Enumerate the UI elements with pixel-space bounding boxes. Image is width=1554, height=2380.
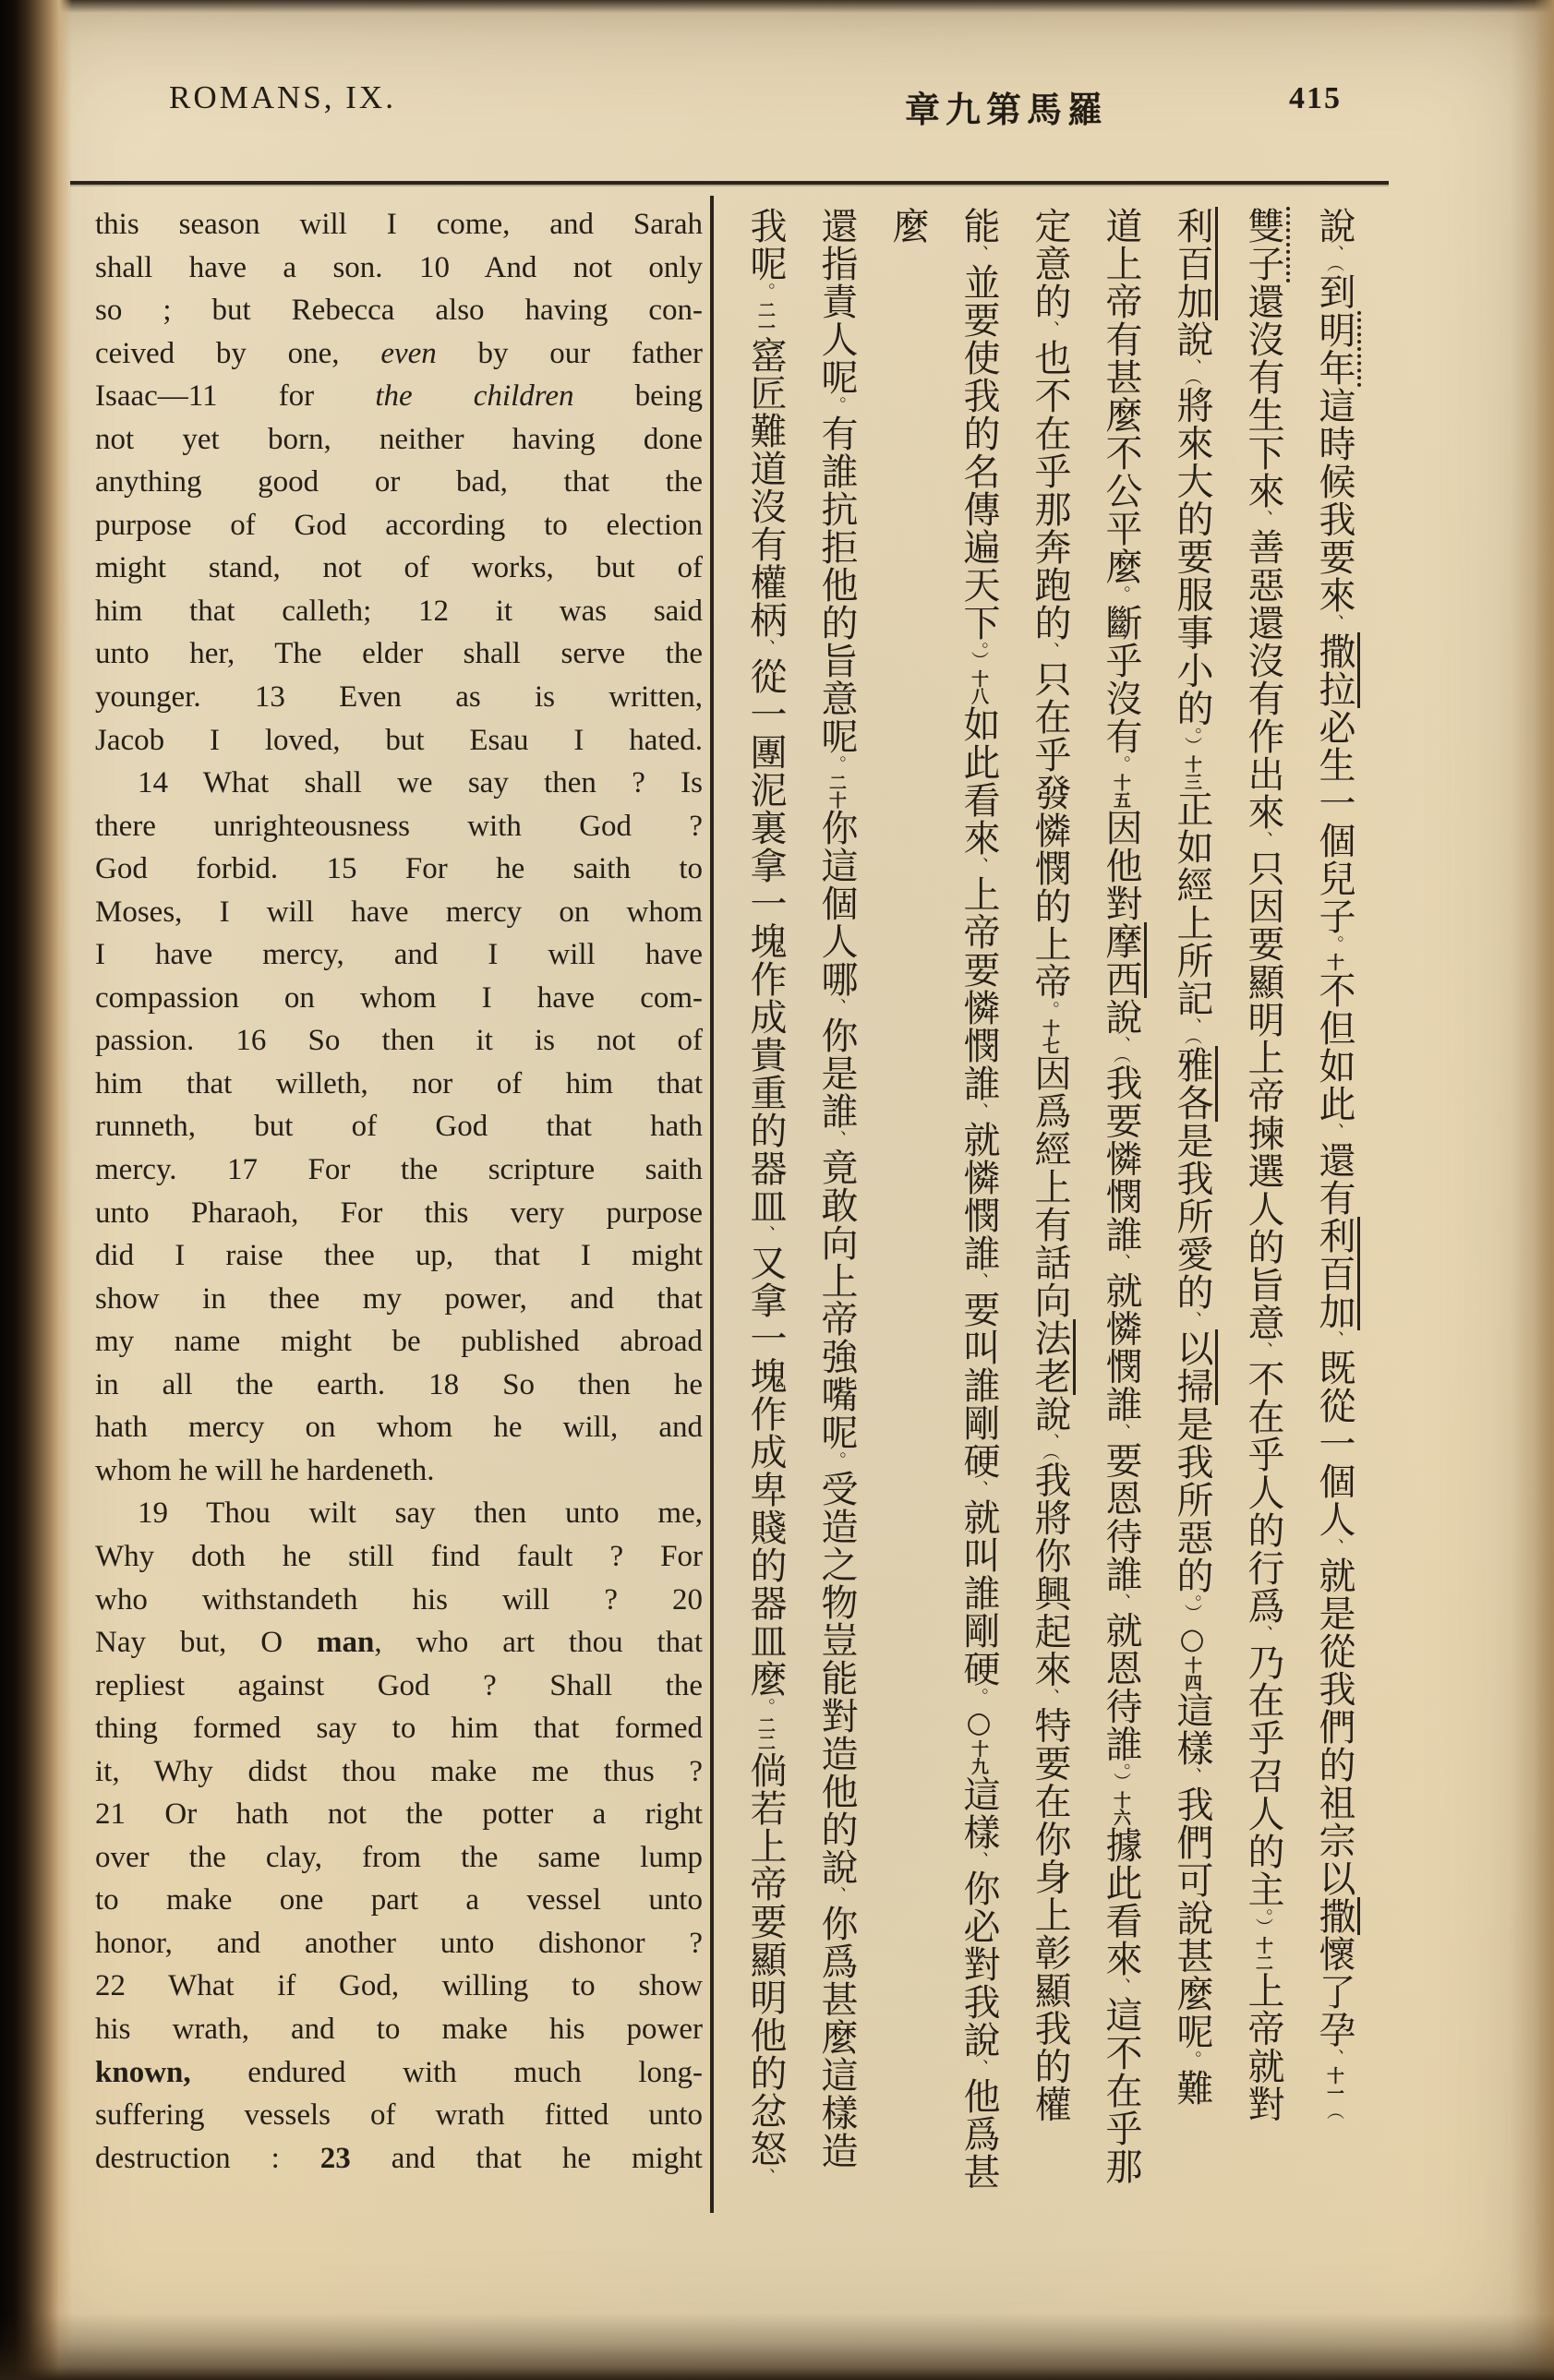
text-run: 能、並要使我的名傳遍天下。） [958, 207, 1000, 670]
text-line: whom he will he hardeneth. [95, 1453, 435, 1487]
page-number: 415 [1289, 81, 1342, 115]
text-run: 不但如此、還有 [1313, 970, 1355, 1217]
text-run: 如此看來、上帝要憐憫誰、就憐憫誰、要叫誰剛硬、就叫誰剛硬。○ [958, 704, 1000, 1740]
text-line: his wrath, and to make his power [95, 2012, 703, 2046]
text-line: 14 What shall we say then ? Is [138, 766, 703, 800]
text-run: 正如經上所記、（ [1171, 790, 1213, 1046]
text-line: Why doth he still find fault ? For [95, 1539, 703, 1573]
text-line: him that calleth; 12 it was said [95, 594, 703, 628]
vertical-text-column [801, 207, 872, 2212]
text-run: 是我所惡的。）○ [1171, 1404, 1213, 1656]
page-bottom-edge [0, 2314, 1554, 2380]
text-run: 窰匠難道沒有權柄、從一團泥裏拿一塊作成貴重的器皿、又拿一塊作成卑賤的器皿麼。 [744, 336, 787, 1716]
text-run: 這樣、你必對我說、他爲甚麼 [886, 207, 1000, 2191]
text-line: this season will I come, and Sarah [95, 208, 703, 241]
proper-name: 撒 [1313, 1897, 1360, 1935]
text-run: 明年 [1313, 311, 1361, 387]
text-line: compassion on whom I have com- [95, 980, 703, 1015]
text-line: who withstandeth his will ? 20 [95, 1582, 703, 1617]
vertical-text-column [723, 207, 729, 2212]
running-header-english: ROMANS, IX. [169, 79, 396, 115]
proper-name: 利百加 [1171, 207, 1218, 320]
text-run: 雙子 [1242, 207, 1290, 282]
text-line: thing formed say to him that formed [95, 1712, 703, 1746]
text-line: might stand, not of works, but of [95, 551, 703, 585]
text-run: 是我所愛的、 [1171, 1121, 1213, 1329]
text-line: passion. 16 So then it is not of [95, 1024, 703, 1058]
vertical-text-column [872, 207, 1014, 2212]
proper-name: 摩西 [1100, 922, 1147, 998]
text-run: 你這個人哪、你是誰、竟敢向上帝強嘴呢。受造之物豈能對造他的說、你爲甚麼這樣造 [815, 809, 858, 2170]
vertical-text-column [1156, 207, 1227, 2212]
vertical-text-column [729, 207, 801, 2212]
text-line: known, endured with much long- [95, 2055, 703, 2089]
text-line: destruction : 23 and that he might [95, 2141, 703, 2175]
text-run: 這樣、我們可說甚麼呢。難 [1171, 1691, 1213, 2107]
text-line: God forbid. 15 For he saith to [95, 852, 703, 886]
text-line: purpose of God according to election [95, 508, 703, 542]
text-line: Nay but, O man, who art thou that [95, 1626, 703, 1660]
text-line: my name might be published abroad [95, 1325, 703, 1359]
proper-name: 利百加 [1313, 1217, 1360, 1330]
vertical-text-column [1085, 207, 1156, 2212]
text-run: 這時候我要來、 [1313, 386, 1355, 632]
text-line: hath mercy on whom he will, and [95, 1411, 703, 1445]
text-line: younger. 13 Even as is written, [95, 680, 703, 715]
text-line: 21 Or hath not the potter a right [95, 1797, 703, 1832]
verse-number: 十四 [1182, 1656, 1202, 1691]
text-line: in all the earth. 18 So then he [95, 1367, 703, 1401]
text-run: （ [1324, 2101, 1344, 2121]
proper-name: 以掃 [1171, 1329, 1218, 1405]
text-line: runneth, but of God that hath [95, 1110, 703, 1144]
text-line: over the clay, from the same lump [95, 1840, 703, 1874]
text-line: repliest against God ? Shall the [95, 1668, 703, 1702]
text-run: 道上帝有甚麼不公平麼。斷乎沒有。 [1100, 207, 1142, 774]
text-line: honor, and another unto dishonor ? [95, 1926, 703, 1960]
text-run: 還指責人呢。有誰抗拒他的旨意呢。 [815, 207, 858, 774]
text-line: Jacob I loved, but Esau I hated. [95, 723, 703, 757]
book-spine [0, 0, 72, 2380]
text-line: Moses, I will have mercy on whom [95, 895, 703, 929]
text-line: 19 Thou wilt say then unto me, [138, 1497, 703, 1531]
verse-number: 十 [1324, 953, 1344, 971]
text-run: 因爲經上有話向 [1029, 1054, 1071, 1319]
verse-number: 十一 [1324, 2066, 1344, 2102]
verse-number: 二二 [755, 1716, 776, 1751]
text-run: 我呢。 [744, 207, 787, 301]
text-line: suffering vessels of wrath fitted unto [95, 2098, 703, 2133]
vertical-text-column [1014, 207, 1085, 2212]
text-line: unto her, The elder shall serve the [95, 637, 703, 671]
text-run: 說、（將來大的要服事小的。） [1171, 320, 1213, 755]
chinese-text-block [723, 207, 1369, 2212]
text-run: 上帝就對 [1242, 1971, 1284, 2123]
text-run: 說、（我要憐憫誰、就憐憫誰、要恩待誰、就恩待誰。） [1100, 998, 1142, 1791]
text-line: it, Why didst thou make me thus ? [95, 1754, 703, 1788]
text-line: mercy. 17 For the scripture saith [95, 1153, 703, 1187]
text-line: not yet born, neither having done [95, 422, 703, 456]
verse-number: 十三 [1182, 755, 1202, 790]
text-run: 說、（ [1313, 207, 1355, 273]
verse-number: 十六 [1111, 1791, 1131, 1826]
proper-name: 法老 [1029, 1319, 1076, 1395]
text-line: to make one part a vessel unto [95, 1883, 703, 1917]
verse-number: 十七 [1040, 1019, 1060, 1054]
verse-number: 二十 [826, 774, 847, 809]
text-line: him that willeth, nor of him that [95, 1066, 703, 1100]
verse-number: 二一 [755, 301, 776, 336]
text-run: 懷了孕、 [1313, 1934, 1355, 2067]
page-right-edge [1510, 0, 1554, 2380]
text-line: so ; but Rebecca also having con- [95, 294, 703, 328]
text-run: 必生一個兒子。 [1313, 707, 1355, 954]
english-text-block [95, 203, 703, 2180]
column-divider [710, 196, 714, 2213]
text-run: 、既從一個人、就是從我們的祖宗以 [1313, 1329, 1355, 1897]
text-line: anything good or bad, that the [95, 465, 703, 499]
text-line: ceived by one, even by our father [95, 336, 703, 370]
text-run: 到 [1313, 272, 1355, 311]
page-top-edge [0, 0, 1554, 13]
text-line: there unrighteousness with God ? [95, 809, 703, 843]
text-line: I have mercy, and I will have [95, 938, 703, 972]
text-line: show in thee my power, and that [95, 1281, 703, 1316]
text-run: 倘若上帝要顯明他的忿怒、 [744, 1751, 787, 2186]
text-run: 據此看來、這不在乎那 [1100, 1826, 1142, 2185]
text-run: 定意的、也不在乎那奔跑的、只在乎發憐憫的上帝。 [1029, 207, 1071, 1019]
text-run: 因他對 [1100, 809, 1142, 922]
header-rule [70, 181, 1389, 185]
text-line: Isaac—11 for the children being [95, 379, 703, 414]
text-run: 還沒有生下來、善惡還沒有作出來、只因要顯明上帝揀選人的旨意、不在乎人的行爲、乃在乎召人的主。） [1242, 282, 1284, 1937]
proper-name: 撒拉 [1313, 632, 1360, 708]
text-line: did I raise thee up, that I might [95, 1239, 703, 1273]
proper-name: 雅各 [1171, 1046, 1218, 1122]
verse-number: 十二 [1253, 1936, 1273, 1972]
verse-number: 十五 [1111, 774, 1131, 809]
text-line: 22 What if God, willing to show [95, 1969, 703, 2003]
vertical-text-column [1298, 207, 1369, 2212]
verse-number: 十八 [969, 669, 989, 705]
text-run: 說、（我將你興起來、特要在你身上彰顯我的權 [1029, 1395, 1071, 2123]
text-line: unto Pharaoh, For this very purpose [95, 1196, 703, 1230]
vertical-text-column [1227, 207, 1298, 2212]
running-header-chinese: 章九第馬羅 [905, 90, 1109, 130]
text-line: shall have a son. 10 And not only [95, 250, 703, 284]
verse-number: 十九 [969, 1739, 989, 1775]
